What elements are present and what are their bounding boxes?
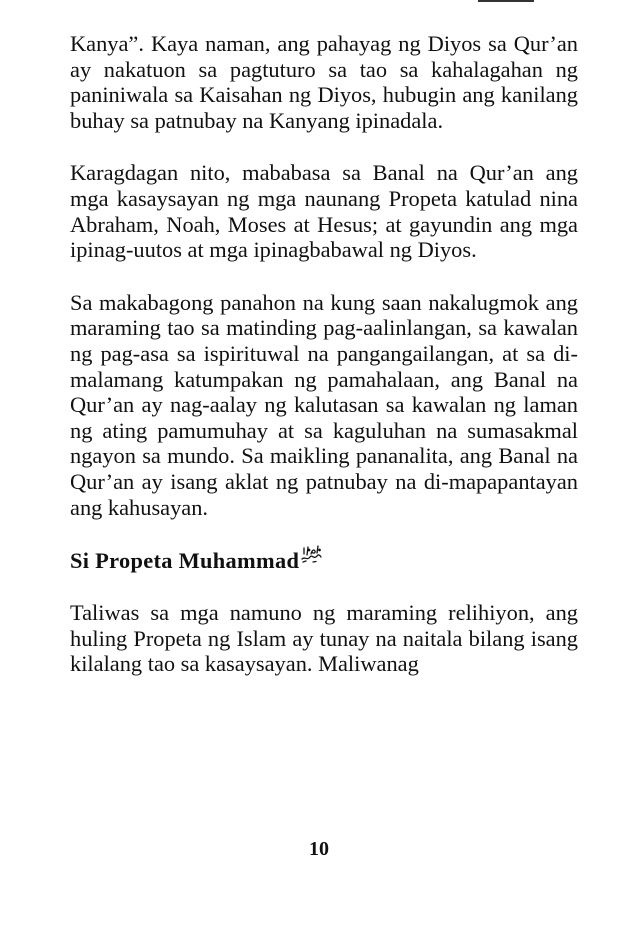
paragraph-2: Karagdagan nito, mababasa sa Banal na Qur’an ang mga kasaysayan ng mga naunang Propeta katulad nina Abraham, Noah, Moses at Hesus; at gayundin ang mga ipinag-uutos at mga ipinagbabawal ng Diyos.	[70, 160, 578, 263]
section-heading-text: Si Propeta Muhammad	[70, 548, 300, 574]
honorific-calligraphy-icon	[300, 544, 322, 564]
page-body	[70, 31, 578, 677]
paragraph-1: Kanya”. Kaya naman, ang pahayag ng Diyos sa Qur’an ay nakatuon sa pagtuturo sa tao sa kahalagahan ng paniniwala sa Kaisahan ng Diyos, hubugin ang kanilang buhay sa patnubay na Kanyang ipinadala.	[70, 31, 578, 133]
section-heading	[70, 548, 578, 574]
paragraph-3: Sa makabagong panahon na kung saan nakalugmok ang maraming tao sa matinding pag-aalinlangan, sa kawalan ng pag-asa sa ispirituwal na pangangailangan, at sa di-malamang katumpakan ng pamahalaan, ang Banal na Qur’an ay nag-aalay ng kalutasan sa kawalan ng laman ng ating pamumuhay at sa kaguluhan na sumasakmal ngayon sa mundo. Sa maikling pananalita, ang Banal na Qur’an ay isang aklat ng patnubay na di-mapapantayan ang kahusayan.	[70, 289, 578, 520]
top-rule	[478, 0, 534, 2]
page-number: 10	[309, 838, 329, 860]
paragraph-4: Taliwas sa mga namuno ng maraming relihiyon, ang huling Propeta ng Islam ay tunay na naitala bilang isang kilalang tao sa kasaysayan. Maliwanag	[70, 600, 578, 677]
